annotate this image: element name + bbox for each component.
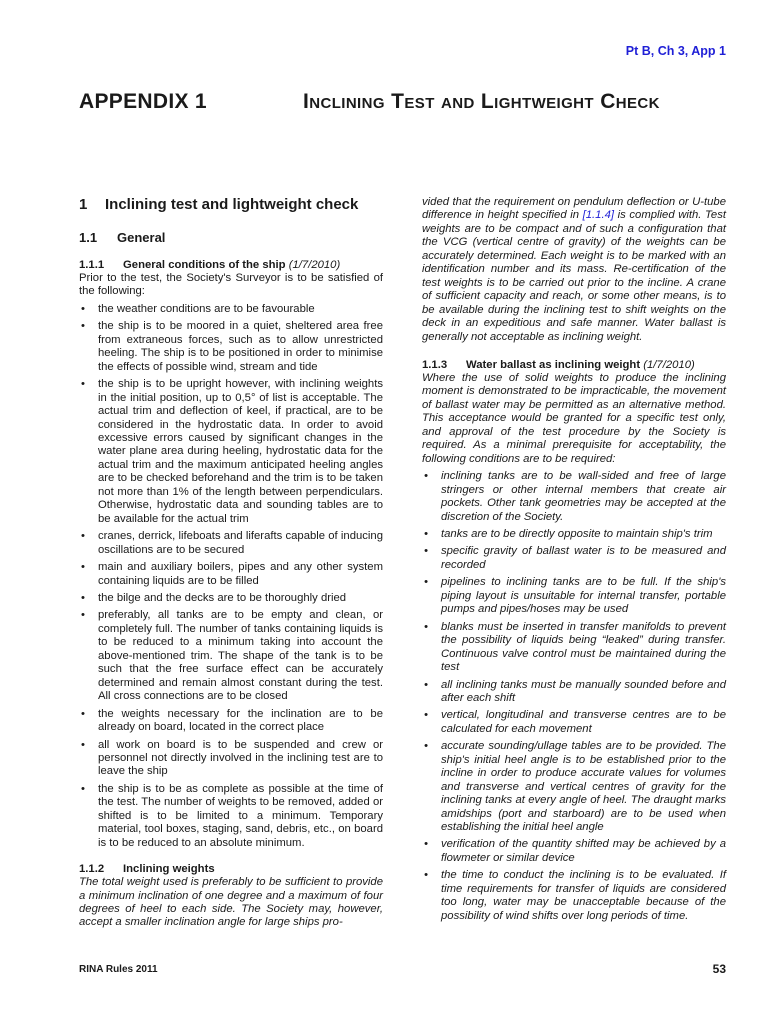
- list-item: • the bilge and the decks are to be thoroughly dried: [79, 592, 383, 605]
- clause-number: 1.1.2: [79, 863, 105, 876]
- cross-reference-link[interactable]: [1.1.4]: [582, 209, 615, 222]
- list-item: • verification of the quantity shifted may be achieved by a flowmeter or similar device: [422, 838, 726, 865]
- list-item: • the ship is to be as complete as possible at the time of the test. The number of weights to be removed, added or shifted is to be limited to a minimum. Temporary material, tool boxes, staging, sand, debris, etc., on board is to be reduced to an absolute minimum.: [79, 783, 383, 850]
- text-run: vided that the requirement on pendulum deflection or U-tube difference in height specified in: [422, 196, 726, 222]
- subsection-title: General: [117, 230, 166, 245]
- list-item: • preferably, all tanks are to be empty and clean, or completely full. The number of tanks containing liquids is to be reduced to a minimum taking into account the above-mentioned trim. The shape of the tank is to be such that the free surface effect can be accurately determined and remain almost constant during the test. All cross connections are to be closed: [79, 609, 383, 703]
- clause-heading-1-1-2: [79, 862, 383, 876]
- clause-intro: Where the use of solid weights to produce the inclining moment is demonstrated to be impracticable, the movement of ballast water may be permitted as an alternative method. This acceptance would be granted for a specific test only, and approval of the test procedure by the Society is required. As a minimal prerequisite for acceptability, the following conditions are to be required:: [422, 371, 726, 465]
- left-column: [79, 196, 383, 934]
- list-item: • accurate sounding/ullage tables are to be provided. The ship's initial heel angle is to be established prior to the incline in order to produce accurate values for volumes and transverse and vertical centres of gravity for the inclining tanks at every angle of heel. The draught marks amidships (port and starboard) are to be used when establishing the initial heel angle: [422, 740, 726, 834]
- page-number: 53: [712, 962, 726, 976]
- list-item: • the weather conditions are to be favourable: [79, 303, 383, 316]
- section-number: 1: [79, 196, 88, 213]
- clause-heading-1-1-1: [79, 258, 383, 272]
- ballast-conditions-list: [422, 470, 726, 923]
- text-run: is complied with. Test weights are to be compact and of such a configuration that the VCG (vertical centre of gravity) of the weights can be accurately determined. Each weight is to be marked with an identification number and its mass. Re-certification of the test weights is to be carried out prior to the incline. A crane of sufficient capacity and reach, or some other means, is to be available during the inclining test to shift weights on the deck in an expeditious and safe manner. Water ballast is generally not acceptable as inclining weight.: [422, 209, 726, 343]
- list-item: • pipelines to inclining tanks are to be full. If the ship's piping layout is unsuitable for internal transfer, portable pumps and pipes/hoses may be used: [422, 576, 726, 616]
- clause-title: Water ballast as inclining weight: [466, 358, 641, 371]
- clause-text-continued: [422, 196, 726, 344]
- clause-title: General conditions of the ship: [123, 259, 286, 271]
- subsection-number: 1.1: [79, 230, 98, 245]
- list-item: • cranes, derrick, lifeboats and liferafts capable of inducing oscillations are to be secured: [79, 530, 383, 557]
- list-item: • inclining tanks are to be wall-sided and free of large stringers or other internal members that create air pockets. Other tank geometries may be accepted at the discretion of the Society.: [422, 470, 726, 524]
- right-column: [422, 196, 726, 929]
- list-item: • the time to conduct the inclining is to be evaluated. If time requirements for transfer of liquids are considered too long, water may be unacceptable because of the possibility of wind shifts over long periods of time.: [422, 869, 726, 923]
- clause-number: 1.1.3: [422, 358, 448, 371]
- list-item: • blanks must be inserted in transfer manifolds to prevent the possibility of liquids being “leaked” during transfer. Continuous valve control must be maintained during the test: [422, 621, 726, 675]
- clause-title: Inclining weights: [123, 863, 215, 876]
- list-item: • tanks are to be directly opposite to maintain ship's trim: [422, 528, 726, 541]
- clause-text: The total weight used is preferably to be sufficient to provide a minimum inclination of one degree and a maximum of four degrees of heel to each side. The Society may, however, accept a smaller inclination angle for large ships pro-: [79, 876, 383, 929]
- section-title: Inclining test and lightweight check: [105, 196, 359, 213]
- list-item: • all inclining tanks must be manually sounded before and after each shift: [422, 679, 726, 706]
- list-item: • specific gravity of ballast water is to be measured and recorded: [422, 545, 726, 572]
- list-item: • the ship is to be moored in a quiet, sheltered area free from extraneous forces, such as to allow unrestricted heeling. The ship is to be positioned in order to minimise the effects of possible wind, stream and tide: [79, 320, 383, 374]
- clause-heading-1-1-3: [422, 358, 726, 372]
- clause-date: (1/7/2010): [643, 358, 695, 371]
- clause-intro: Prior to the test, the Society's Surveyor is to be satisfied of the following:: [79, 272, 383, 298]
- list-item: • the ship is to be upright however, with inclining weights in the initial position, up to 0,5° of list is acceptable. The actual trim and deflection of keel, if practical, are to be considered in the hydrostatic data. In order to avoid excessive errors caused by significant changes in the water plane area during heeling, hydrostatic data for the actual trim and the maximum anticipated heeling angles are to be checked beforehand and the trim is to be taken not more than 1% of the length between perpendiculars. Otherwise, hydrostatic data and sounding tables are to be available for the actual trim: [79, 378, 383, 526]
- appendix-label: APPENDIX 1: [79, 90, 207, 113]
- conditions-list: [79, 303, 383, 850]
- list-item: • vertical, longitudinal and transverse centres are to be calculated for each movement: [422, 709, 726, 736]
- footer-publication: RINA Rules 2011: [79, 964, 158, 975]
- clause-number: 1.1.1: [79, 259, 105, 271]
- appendix-title: Inclining Test and Lightweight Check: [303, 90, 660, 113]
- subsection-heading: [79, 230, 383, 246]
- list-item: • main and auxiliary boilers, pipes and any other system containing liquids are to be filled: [79, 561, 383, 588]
- list-item: • all work on board is to be suspended and crew or personnel not directly involved in the inclining test are to leave the ship: [79, 739, 383, 779]
- clause-date: (1/7/2010): [288, 259, 341, 271]
- section-heading: [79, 196, 383, 214]
- page-reference: Pt B, Ch 3, App 1: [625, 44, 726, 58]
- list-item: • the weights necessary for the inclination are to be already on board, located in the correct place: [79, 708, 383, 735]
